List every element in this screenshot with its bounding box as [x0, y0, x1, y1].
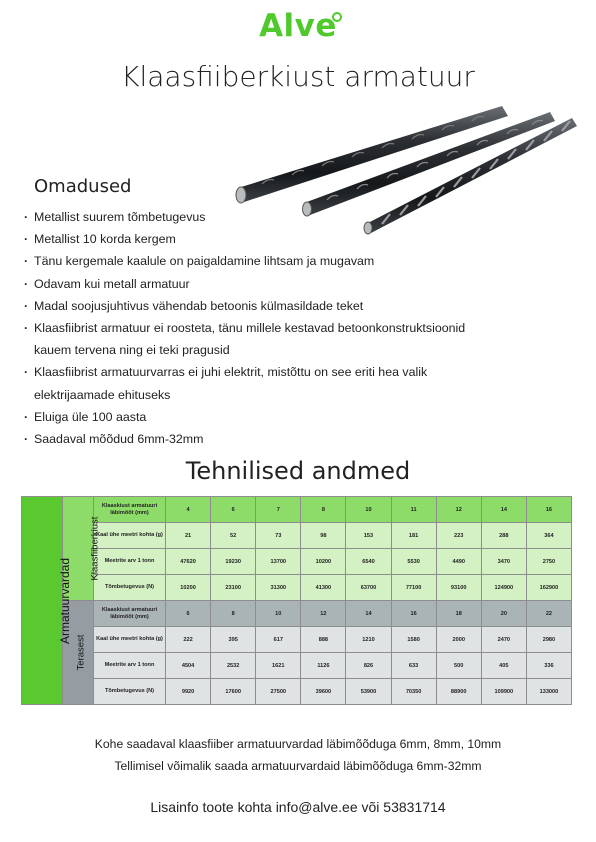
spec-table	[21, 496, 572, 705]
table-cell: 41300	[301, 575, 346, 601]
group-label-cell	[22, 497, 73, 705]
table-cell: 617	[256, 627, 301, 653]
table-cell: 39600	[301, 679, 346, 705]
table-cell: 20	[481, 601, 526, 627]
availability-note: Kohe saadaval klaasfiiber armatuurvardad läbimõõduga 6mm, 8mm, 10mm	[94, 737, 502, 751]
table-cell: 826	[346, 653, 391, 679]
table-cell: 8	[301, 497, 346, 523]
table-cell: 16	[526, 497, 571, 523]
table-cell: 4490	[436, 549, 481, 575]
feature-item: · Klaasfiibrist armatuurvarras ei juhi elektrit, mistõttu on see eriti hea valik	[24, 361, 564, 383]
row-label: Klaaskiust armatuuri läbimõõt (mm)	[94, 497, 166, 523]
table-cell: 21	[166, 523, 211, 549]
table-cell: 13700	[256, 549, 301, 575]
table-cell: 77100	[391, 575, 436, 601]
logo-ring-icon	[332, 12, 342, 22]
feature-item: · Klaasfiibrist armatuur ei roosteta, tänu millele kestavad betoonkonstruktsioonid	[24, 317, 564, 339]
table-cell: 181	[391, 523, 436, 549]
table-cell: 27500	[256, 679, 301, 705]
row-label: Klaaskiust armatuuri läbimõõt (mm)	[94, 601, 166, 627]
table-cell: 124900	[481, 575, 526, 601]
order-note: Tellimisel võimalik saada armatuurvardaid läbimõõduga 6mm-32mm	[114, 759, 482, 773]
table-cell: 23100	[211, 575, 256, 601]
table-cell: 2470	[481, 627, 526, 653]
table-cell: 1126	[301, 653, 346, 679]
table-cell: 12	[301, 601, 346, 627]
table-cell: 10	[256, 601, 301, 627]
table-cell: 10200	[166, 575, 211, 601]
table-row	[22, 627, 572, 653]
table-cell: 153	[346, 523, 391, 549]
table-cell: 4	[166, 497, 211, 523]
table-cell: 1621	[256, 653, 301, 679]
feature-item: · Metallist 10 korda kergem	[24, 228, 564, 250]
feature-item-continuation: kauem tervena ning ei teki pragusid	[34, 343, 230, 358]
table-cell: 16	[391, 601, 436, 627]
table-cell: 12	[436, 497, 481, 523]
table-cell: 1210	[346, 627, 391, 653]
table-cell: 888	[301, 627, 346, 653]
table-cell: 2980	[526, 627, 571, 653]
table-cell: 395	[211, 627, 256, 653]
row-label: Kaal ühe meetri kohta (g)	[94, 627, 166, 653]
table-cell: 2000	[436, 627, 481, 653]
table-cell: 223	[436, 523, 481, 549]
table-cell: 405	[481, 653, 526, 679]
table-cell: 47620	[166, 549, 211, 575]
page-title: Klaasfiiberkiust armatuur	[121, 60, 475, 93]
table-cell: 88900	[436, 679, 481, 705]
table-cell: 222	[166, 627, 211, 653]
group-label: Armatuurvardad	[58, 557, 73, 644]
section-label: Klaasfiiberkiust	[89, 516, 101, 581]
table-row	[22, 497, 572, 523]
brand-logo	[0, 8, 596, 44]
table-cell: 7	[256, 497, 301, 523]
table-cell: 93100	[436, 575, 481, 601]
table-cell: 6	[166, 601, 211, 627]
tech-heading: Tehnilised andmed	[185, 457, 411, 485]
table-cell: 6540	[346, 549, 391, 575]
table-cell: 98	[301, 523, 346, 549]
row-label: Kaal ühe meetri kohta (g)	[94, 523, 166, 549]
table-cell: 31300	[256, 575, 301, 601]
feature-item: · Eluiga üle 100 aasta	[24, 406, 564, 428]
table-cell: 8	[211, 601, 256, 627]
table-cell: 10200	[301, 549, 346, 575]
row-label: Meetrite arv 1 tonn	[94, 549, 166, 575]
table-cell: 162900	[526, 575, 571, 601]
row-label: Tõmbetugevus (N)	[94, 575, 166, 601]
features-heading: Omadused	[34, 176, 132, 197]
table-cell: 5530	[391, 549, 436, 575]
table-cell: 4504	[166, 653, 211, 679]
feature-item: · Madal soojusjuhtivus vähendab betoonis külmasildade teket	[24, 295, 564, 317]
table-cell: 19230	[211, 549, 256, 575]
table-cell: 14	[346, 601, 391, 627]
table-cell: 2532	[211, 653, 256, 679]
table-cell: 52	[211, 523, 256, 549]
table-cell: 109900	[481, 679, 526, 705]
table-cell: 53900	[346, 679, 391, 705]
table-row	[22, 549, 572, 575]
features-list	[24, 206, 564, 450]
contact-line: Lisainfo toote kohta info@alve.ee või 53831714	[150, 799, 446, 815]
feature-item: · Odavam kui metall armatuur	[24, 273, 564, 295]
table-cell: 73	[256, 523, 301, 549]
table-cell: 364	[526, 523, 571, 549]
table-cell: 9920	[166, 679, 211, 705]
table-cell: 63700	[346, 575, 391, 601]
table-cell: 18	[436, 601, 481, 627]
feature-item: · Tänu kergemale kaalule on paigaldamine lihtsam ja mugavam	[24, 250, 564, 272]
table-cell: 633	[391, 653, 436, 679]
feature-item: · Metallist suurem tõmbetugevus	[24, 206, 564, 228]
table-cell: 70350	[391, 679, 436, 705]
table-cell: 10	[346, 497, 391, 523]
logo-text: Alve	[259, 8, 337, 44]
section-label: Terasest	[75, 634, 87, 671]
table-cell: 17600	[211, 679, 256, 705]
row-label: Meetrite arv 1 tonn	[94, 653, 166, 679]
table-row	[22, 679, 572, 705]
table-cell: 336	[526, 653, 571, 679]
table-cell: 11	[391, 497, 436, 523]
table-row	[22, 523, 572, 549]
table-row	[22, 575, 572, 601]
feature-item: · Saadaval mõõdud 6mm-32mm	[24, 428, 564, 450]
table-cell: 288	[481, 523, 526, 549]
table-row	[22, 653, 572, 679]
table-cell: 1580	[391, 627, 436, 653]
feature-item-continuation: elektrijaamade ehituseks	[34, 387, 171, 402]
table-cell: 3470	[481, 549, 526, 575]
table-cell: 133000	[526, 679, 571, 705]
table-cell: 14	[481, 497, 526, 523]
table-cell: 2750	[526, 549, 571, 575]
row-label: Tõmbetugevus (N)	[94, 679, 166, 705]
table-row	[22, 601, 572, 627]
table-cell: 6	[211, 497, 256, 523]
table-cell: 22	[526, 601, 571, 627]
table-cell: 500	[436, 653, 481, 679]
